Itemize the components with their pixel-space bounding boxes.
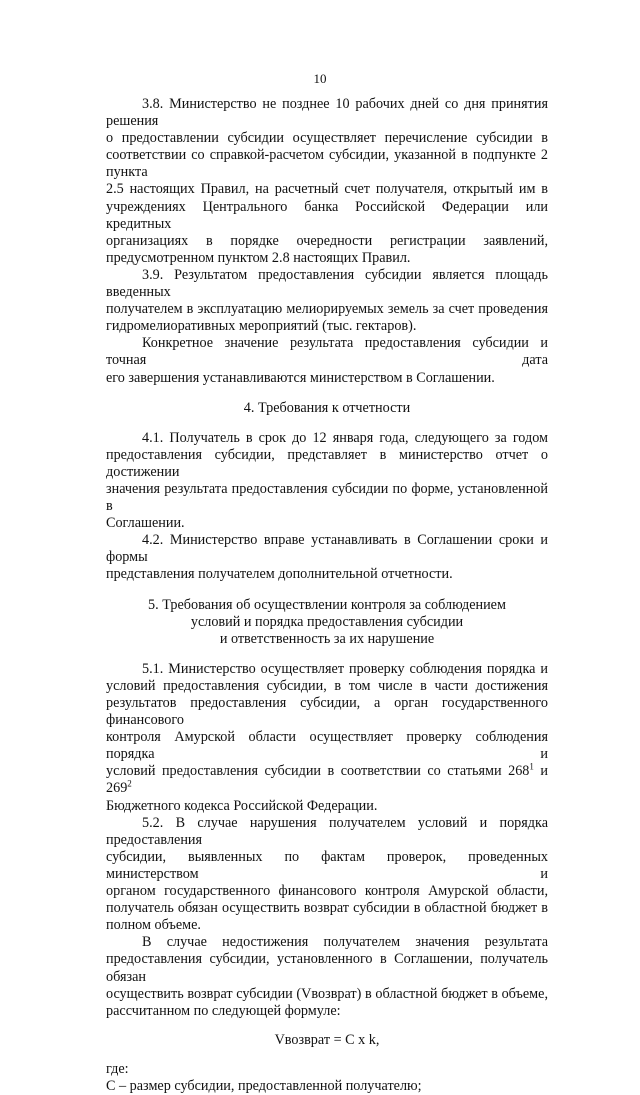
text-line: результатов предоставления субсидии, а орган государственного финансового (106, 695, 548, 729)
text-line (106, 763, 548, 797)
heading-line: и ответственность за их нарушение (219, 630, 435, 647)
paragraph-result (106, 335, 548, 386)
text-line: 3.9. Результатом предоставления субсидии является площадь введенных (106, 266, 548, 301)
where-label: где: (106, 1060, 129, 1077)
text-line: субсидии, выявленных по фактам проверок, проведенных министерством и (106, 848, 548, 882)
text-line: контроля Амурской области осуществляет проверку соблюдения порядка и (106, 729, 548, 763)
text-line: органом государственного финансового контроля Амурской области, (106, 883, 548, 900)
text-line: получателем в эксплуатацию мелиорируемых земель за счет проведения (106, 301, 548, 318)
heading-line: условий и порядка предоставления субсидии (190, 613, 464, 630)
text-line: предоставления субсидии, представляет в министерство отчет о достижении (106, 446, 548, 480)
text-line: значения результата предоставления субсидии по форме, установленной в (106, 480, 548, 515)
text-line: его завершения устанавливаются министерством в Соглашении. (106, 369, 495, 386)
text-line: 2.5 настоящих Правил, на расчетный счет получателя, открытый им в (106, 181, 548, 198)
text-line: рассчитанном по следующей формуле: (106, 1002, 341, 1019)
text-line: полном объеме. (106, 917, 201, 934)
text-line: В случае недостижения получателем значения результата (142, 934, 548, 951)
text-line: учреждениях Центрального банка Российской Федерации или кредитных (106, 198, 548, 232)
paragraph-3-8 (106, 96, 548, 267)
document-body (106, 96, 548, 1095)
section-heading-4: 4. Требования к отчетности (243, 399, 411, 416)
text-line: получатель обязан осуществить возврат субсидии в областной бюджет в (106, 900, 548, 917)
text-line: организациях в порядке очередности регистрации заявлений, (106, 232, 548, 249)
paragraph-5-1 (106, 661, 548, 815)
paragraph-4-2 (106, 532, 548, 583)
paragraph-shortfall (106, 934, 548, 1019)
text-line: Соглашении. (106, 515, 185, 532)
text-line: Бюджетного кодекса Российской Федерации. (106, 797, 378, 814)
text-line: 5.1. Министерство осуществляет проверку соблюдения порядка и (142, 660, 548, 677)
text-line: 3.8. Министерство не позднее 10 рабочих дней со дня принятия решения (106, 96, 548, 130)
text-line: гидромелиоративных мероприятий (тыс. гектаров). (106, 318, 417, 335)
text-line: предоставления субсидии, установленного в Соглашении, получатель обязан (106, 951, 548, 985)
heading-line: 5. Требования об осуществлении контроля за соблюдением (148, 596, 506, 613)
text-fragment: условий предоставления субсидии в соответствии со статьями 268 (106, 763, 530, 780)
text-line: предусмотренном пунктом 2.8 настоящих Правил. (106, 249, 411, 266)
text-line: 5.2. В случае нарушения получателем условий и порядка предоставления (106, 814, 548, 848)
text-line: осуществить возврат субсидии (Vвозврат) в областной бюджет в объеме, (106, 985, 548, 1002)
paragraph-4-1 (106, 430, 548, 533)
text-line: соответствии со справкой-расчетом субсидии, указанной в подпункте 2 пункта (106, 147, 548, 181)
text-line: условий предоставления субсидии, в том числе в части достижения (106, 677, 548, 694)
section-heading-5 (106, 597, 548, 648)
paragraph-5-2 (106, 815, 548, 935)
superscript: 1 (529, 761, 534, 772)
text-line: 4.1. Получатель в срок до 12 января года, следующего за годом (142, 429, 548, 446)
text-line: представления получателем дополнительной отчетности. (106, 566, 453, 583)
formula: Vвозврат = C x k, (274, 1031, 380, 1048)
superscript: 2 (127, 778, 132, 789)
text-line: 4.2. Министерство вправе устанавливать в Соглашении сроки и формы (106, 532, 548, 566)
page-number: 10 (313, 71, 327, 86)
text-line: Конкретное значение результата предоставления субсидии и точная дата (106, 335, 548, 369)
definition-c: C – размер субсидии, предоставленной получателю; (106, 1077, 422, 1094)
paragraph-3-9 (106, 267, 548, 335)
text-line: о предоставлении субсидии осуществляет перечисление субсидии в (106, 130, 548, 147)
text-fragment: и 269 (106, 763, 548, 797)
